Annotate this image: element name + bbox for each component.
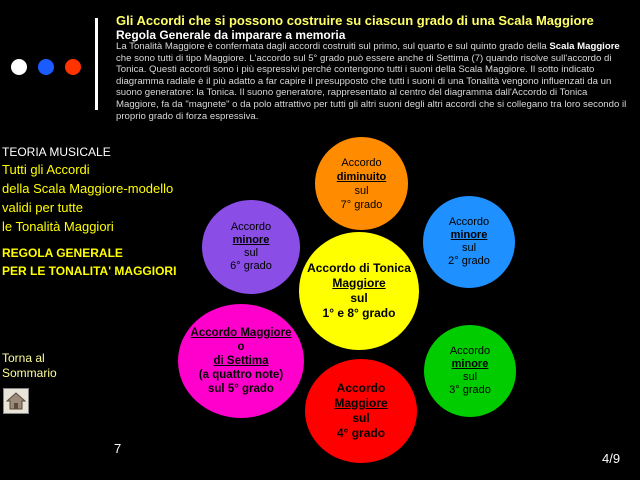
tonica-label-1: Accordo di Tonica (307, 261, 411, 275)
red-dot (65, 59, 81, 75)
minore6-label-2: minore (232, 234, 270, 246)
settima-label-2: o (237, 341, 245, 353)
maggiore4-label-1: Accordo (336, 381, 386, 395)
torna-line-1: Torna al (2, 351, 45, 365)
page-indicator: 4/9 (602, 451, 621, 466)
diminuito-label-1: Accordo (341, 156, 382, 169)
maggiore4-label-3: sul (352, 411, 370, 425)
tutti-line-4: le Tonalità Maggiori (2, 219, 114, 234)
tutti-line-1: Tutti gli Accordi (2, 162, 90, 177)
minore2-label-2: minore (450, 229, 488, 241)
settima-label-5: sul 5° grado (208, 383, 274, 395)
minore3-label-2: minore (451, 358, 489, 370)
circle-minore-2 (423, 196, 515, 288)
diminuito-label-2: diminuito (336, 170, 387, 183)
torna-sommario-link[interactable] (2, 351, 57, 381)
minore6-label-1: Accordo (230, 221, 272, 233)
circle-diminuito-7 (315, 137, 408, 230)
circle-settima-5 (178, 304, 304, 418)
minore6-label-3: sul (243, 247, 259, 259)
diminuito-label-3: sul (354, 184, 369, 197)
tonica-label-3: sul (350, 291, 368, 305)
regola-line-1: REGOLA GENERALE (2, 246, 123, 260)
settima-label-1: Accordo Maggiore (190, 327, 292, 339)
settima-label-3: di Settima (213, 355, 269, 367)
circle-maggiore-4 (305, 359, 417, 463)
tutti-block (2, 160, 173, 236)
blue-dot (38, 59, 54, 75)
circle-minore-3 (424, 325, 516, 417)
body-text-1: La Tonalità Maggiore è confermata dagli accordi costruiti sul primo, sul quarto e sul quinto grado della (116, 41, 550, 52)
circle-minore-6 (202, 200, 300, 294)
tutti-line-2: della Scala Maggiore-modello (2, 181, 174, 196)
body-bold: Scala Maggiore (549, 41, 620, 52)
home-icon (6, 392, 26, 410)
tutti-line-3: validi per tutte (2, 200, 83, 215)
maggiore4-label-4: 4° grado (336, 426, 386, 440)
header-divider (95, 18, 98, 110)
maggiore4-label-2: Maggiore (334, 396, 388, 410)
settima-label-4: (a quattro note) (198, 369, 284, 381)
minore3-label-1: Accordo (449, 345, 491, 357)
teoria-label: TEORIA MUSICALE (2, 145, 111, 159)
white-dot (11, 59, 27, 75)
header-body (116, 41, 630, 122)
minore3-label-3: sul (462, 371, 478, 383)
minore6-label-4: 6° grado (230, 260, 272, 272)
tonica-label-2: Maggiore (332, 276, 386, 290)
torna-line-2: Sommario (2, 366, 57, 380)
header-subtitle: Regola Generale da imparare a memoria (116, 28, 346, 42)
minore2-label-1: Accordo (448, 216, 490, 228)
minore3-label-4: 3° grado (449, 384, 491, 396)
tonica-label-4: 1° e 8° grado (322, 306, 396, 320)
circle-tonica-1-8 (299, 232, 419, 350)
minore2-label-4: 2° grado (448, 255, 490, 267)
regola-block (2, 244, 176, 280)
body-text-2: che sono tutti di tipo Maggiore. L'accordo sul 5° grado può essere anche di Settima (7) quando risolve sull'accordo di Tonica. Questi accordi sono i più espressivi perché contengono tutti i suoni della Scala Maggiore. Il sotto indicato diagramma radiale è il più adatto a far capire il presupposto che tutti i suoni di una Tonalità vengono influenzati da un suono generatore: la Tonica. Il suono generatore, rappresentato al centro del diagramma dall'Accordo di Tonica Maggiore, fa da "magnete" o da polo attrattivo per tutti gli altri suoni degli altri accordi che si collegano tra loro secondo il proprio grado di forza espressiva. (116, 52, 627, 122)
diminuito-label-4: 7° grado (340, 198, 383, 211)
header-title: Gli Accordi che si possono costruire su ciascun grado di una Scala Maggiore (116, 13, 594, 28)
minore2-label-3: sul (461, 242, 477, 254)
slide-number: 7 (114, 441, 122, 456)
home-button[interactable] (3, 388, 29, 414)
regola-line-2: PER LE TONALITA' MAGGIORI (2, 264, 177, 278)
